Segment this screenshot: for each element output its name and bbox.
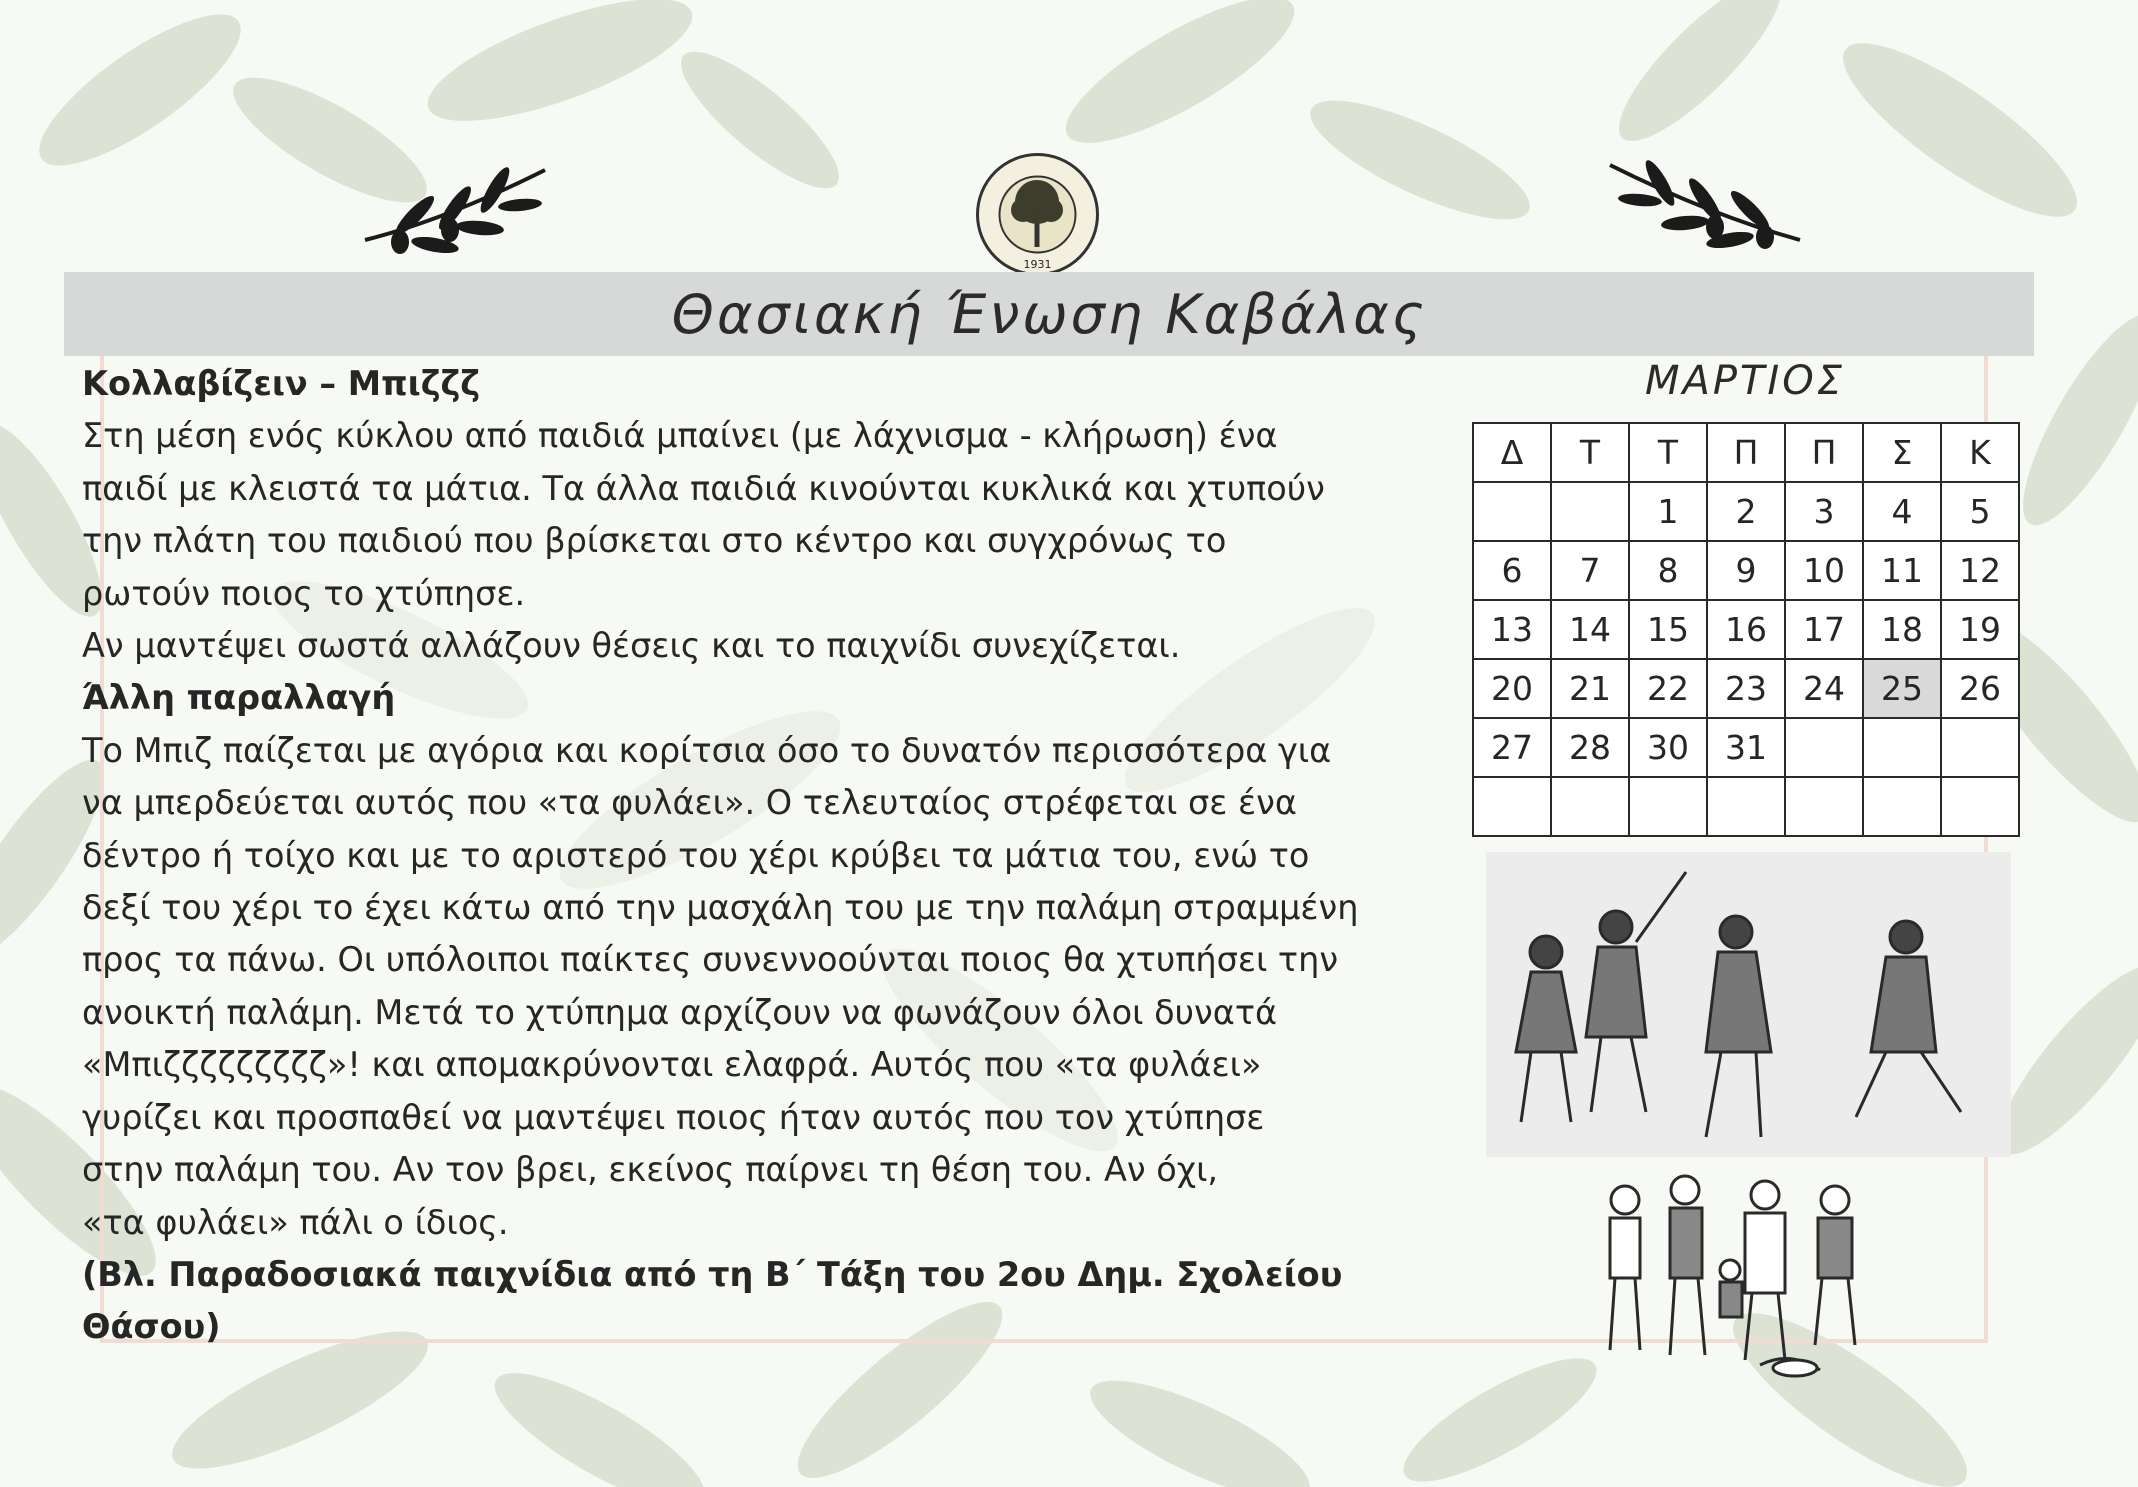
calendar-day: 7 [1551,541,1629,600]
calendar-day: 5 [1941,482,2019,541]
calendar-day: 20 [1473,659,1551,718]
article-line: Το Μπιζ παίζεται με αγόρια και κορίτσια όσο το δυνατόν περισσότερα για [82,730,1332,770]
article-text [82,358,1422,1354]
calendar-day [1863,777,1941,836]
calendar-day [1551,777,1629,836]
article-heading: Άλλη παραλλαγή [82,678,396,718]
calendar-weekday: Κ [1941,423,2019,482]
article-heading: Κολλαβίζειν – Μπιζζζ [82,364,481,403]
calendar-weekday: Σ [1863,423,1941,482]
calendar-day: 21 [1551,659,1629,718]
calendar-week-row [1473,777,2019,836]
calendar-day: 3 [1785,482,1863,541]
calendar-day: 4 [1863,482,1941,541]
calendar-day: 11 [1863,541,1941,600]
article-heading: Θάσου) [82,1307,221,1347]
calendar-day: 22 [1629,659,1707,718]
article-line: δεξί του χέρι το έχει κάτω από την μασχάλη του με την παλάμη στραμμένη [82,888,1359,928]
calendar-week-row [1473,659,2019,718]
calendar-day: 25 [1863,659,1941,718]
calendar-day: 26 [1941,659,2019,718]
calendar-day [1473,777,1551,836]
calendar-week-row [1473,482,2019,541]
article-line: προς τα πάνω. Οι υπόλοιποι παίκτες συνεννοούνται ποιος θα χτυπήσει την [82,940,1339,980]
calendar-day [1941,718,2019,777]
calendar-month: ΜΑΡΤΙΟΣ [1645,358,1845,404]
svg-text:1931: 1931 [1023,258,1052,271]
calendar-day [1863,718,1941,777]
organization-logo-icon [975,152,1100,277]
calendar-day: 8 [1629,541,1707,600]
article-line: «Μπιζζζζζζζζζ»! και απομακρύνονται ελαφρά. Αυτός που «τα φυλάει» [82,1045,1262,1085]
calendar-day: 27 [1473,718,1551,777]
calendar-weekday: Τ [1629,423,1707,482]
calendar-weekday: Δ [1473,423,1551,482]
calendar-day [1629,777,1707,836]
calendar-week-row [1473,541,2019,600]
calendar-day: 31 [1707,718,1785,777]
calendar-week-row [1473,600,2019,659]
calendar-day: 2 [1707,482,1785,541]
article-line: στην παλάμη του. Αν τον βρει, εκείνος παίρνει τη θέση του. Αν όχι, [82,1150,1219,1190]
article-line: την πλάτη του παιδιού που βρίσκεται στο κέντρο και συγχρόνως το [82,521,1227,561]
calendar-day: 14 [1551,600,1629,659]
calendar-day: 15 [1629,600,1707,659]
calendar-day: 23 [1707,659,1785,718]
calendar-day: 16 [1707,600,1785,659]
calendar-day [1785,718,1863,777]
calendar-day: 17 [1785,600,1863,659]
article-line: Αν μαντέψει σωστά αλλάζουν θέσεις και το παιχνίδι συνεχίζεται. [82,626,1181,666]
calendar-day: 13 [1473,600,1551,659]
article-line: Στη μέση ενός κύκλου από παιδιά μπαίνει (με λάχνισμα - κλήρωση) ένα [82,416,1278,456]
page-title: Θασιακή Ένωση Καβάλας [671,282,1427,346]
calendar-day: 18 [1863,600,1941,659]
kids-game-illustration [1590,1160,1920,1390]
calendar-day: 9 [1707,541,1785,600]
calendar-week-row [1473,718,2019,777]
article-line: παιδί με κλειστά τα μάτια. Τα άλλα παιδιά κινούνται κυκλικά και χτυπούν [82,468,1325,508]
olive-branch-left-icon [355,160,555,260]
calendar-day: 10 [1785,541,1863,600]
calendar-day [1551,482,1629,541]
calendar-weekday-row [1473,423,2019,482]
article-line: να μπερδεύεται αυτός που «τα φυλάει». Ο τελευταίος στρέφεται σε ένα [82,783,1297,823]
calendar-day: 19 [1941,600,2019,659]
article-line: γυρίζει και προσπαθεί να μαντέψει ποιος ήταν αυτός που τον χτύπησε [82,1097,1265,1137]
children-playing-illustration [1486,852,2011,1157]
calendar-day [1473,482,1551,541]
article-heading: (Βλ. Παραδοσιακά παιχνίδια από τη Β΄ Τάξη του 2ου Δημ. Σχολείου [82,1254,1343,1294]
calendar-day: 30 [1629,718,1707,777]
calendar-weekday: Τ [1551,423,1629,482]
calendar-weekday: Π [1707,423,1785,482]
calendar-day: 6 [1473,541,1551,600]
article-line: δέντρο ή τοίχο και με το αριστερό του χέρι κρύβει τα μάτια του, ενώ το [82,835,1310,875]
calendar-table [1472,422,2020,837]
article-line: ανοικτή παλάμη. Μετά το χτύπημα αρχίζουν να φωνάζουν όλοι δυνατά [82,992,1278,1032]
article-line: ρωτούν ποιος το χτύπησε. [82,573,526,613]
calendar-day: 24 [1785,659,1863,718]
calendar-day: 12 [1941,541,2019,600]
calendar-day: 28 [1551,718,1629,777]
olive-branch-right-icon [1600,155,1810,255]
calendar-day: 1 [1629,482,1707,541]
calendar-day [1941,777,2019,836]
calendar-day [1785,777,1863,836]
calendar-weekday: Π [1785,423,1863,482]
title-bar [64,272,2034,356]
article-line: «τα φυλάει» πάλι ο ίδιος. [82,1202,509,1242]
calendar-day [1707,777,1785,836]
